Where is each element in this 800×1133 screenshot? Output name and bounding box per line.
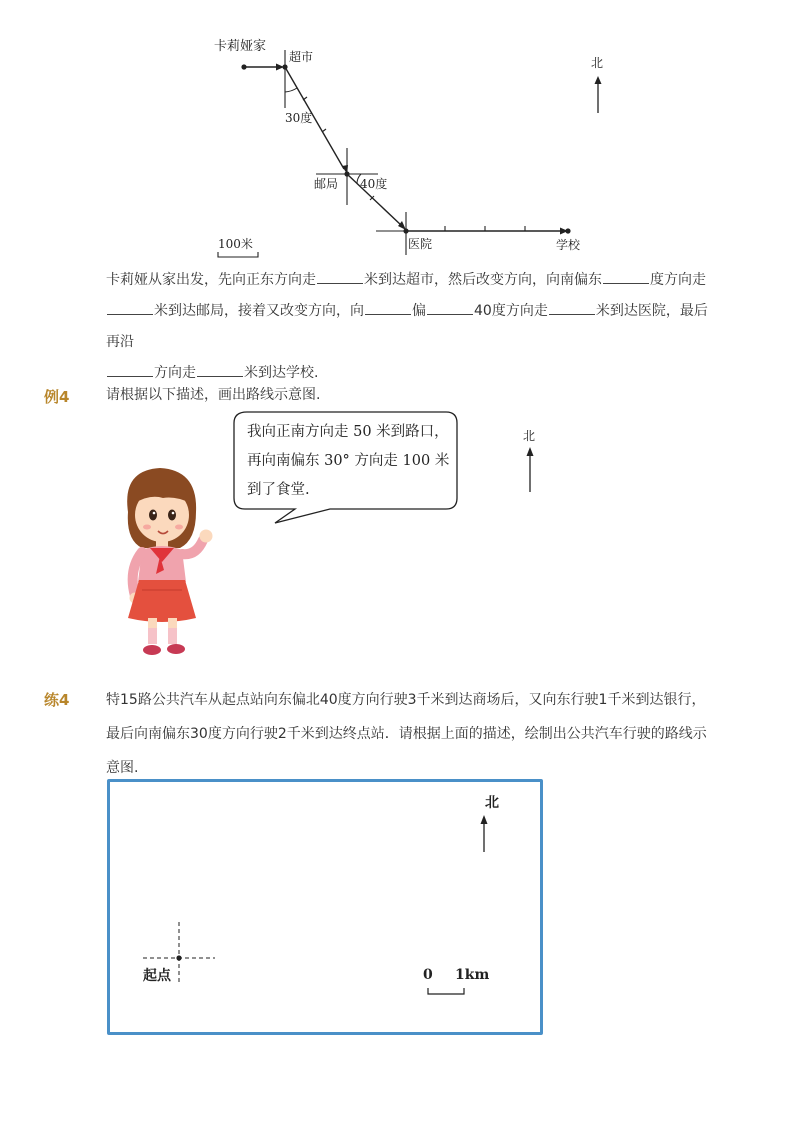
scale-ticks bbox=[303, 97, 525, 231]
reference-axes bbox=[285, 50, 406, 255]
example-instruction: 请根据以下描述，画出路线示意图. bbox=[106, 387, 321, 403]
market-label: 超市 bbox=[289, 50, 314, 64]
answer-blank[interactable] bbox=[427, 299, 473, 315]
hospital-point bbox=[403, 228, 408, 233]
drawing-area-guides bbox=[0, 770, 800, 1040]
hospital-label: 医院 bbox=[408, 237, 433, 251]
post-point bbox=[344, 171, 349, 176]
home-point bbox=[241, 64, 246, 69]
speech-text: 我向正南方向走 50 米到路口，再向南偏东 30° 方向走 100 米到了食堂. bbox=[247, 424, 450, 498]
start-label: 起点 bbox=[143, 968, 171, 984]
north-label: 北 bbox=[485, 795, 499, 811]
scale-label: 100米 bbox=[218, 237, 253, 251]
north-label: 北 bbox=[591, 56, 604, 70]
answer-blank[interactable] bbox=[107, 361, 153, 377]
question-paragraph: 卡莉娅从家出发，先向正东方向走 米到达超市，然后改变方向，向南偏东 度方向走 米到达邮局，接着又改变方向，向 偏 40度方向走 米到达医院，最后再沿 方向走 米到达学校. bbox=[106, 265, 716, 389]
scale-bar bbox=[218, 252, 258, 257]
north-arrow-icon bbox=[595, 76, 602, 84]
home-label: 卡莉娅家 bbox=[214, 39, 267, 54]
practice-tag: 练4 bbox=[44, 691, 70, 709]
post-label: 邮局 bbox=[314, 177, 339, 191]
practice-text: 特15路公共汽车从起点站向东偏北40度方向行驶3千米到达商场后，又向东行驶1千米到达银行，最后向南偏东30度方向行驶2千米到达终点站．请根据上面的描述，绘制出公共汽车行驶的路线示意图. bbox=[106, 692, 707, 776]
answer-blank[interactable] bbox=[317, 268, 363, 284]
school-point bbox=[565, 228, 570, 233]
school-label: 学校 bbox=[556, 238, 581, 252]
scale-unit-label: 1km bbox=[455, 967, 490, 983]
angle2-label: 40度 bbox=[360, 177, 388, 191]
answer-blank[interactable] bbox=[107, 299, 153, 315]
answer-blank[interactable] bbox=[603, 268, 649, 284]
scale-bar bbox=[428, 988, 464, 994]
answer-blank[interactable] bbox=[365, 299, 411, 315]
north-label: 北 bbox=[523, 429, 536, 443]
girl-illustration bbox=[127, 468, 212, 655]
north-arrow-icon bbox=[481, 815, 488, 824]
example-tag: 例4 bbox=[44, 388, 70, 406]
route-map bbox=[0, 0, 800, 270]
route-lines bbox=[244, 64, 568, 235]
market-point bbox=[282, 64, 287, 69]
answer-blank[interactable] bbox=[549, 299, 595, 315]
north-arrow-icon bbox=[527, 447, 534, 456]
start-point bbox=[176, 955, 181, 960]
scale-zero-label: 0 bbox=[423, 967, 433, 983]
angle1-label: 30度 bbox=[285, 111, 313, 125]
answer-blank[interactable] bbox=[197, 361, 243, 377]
